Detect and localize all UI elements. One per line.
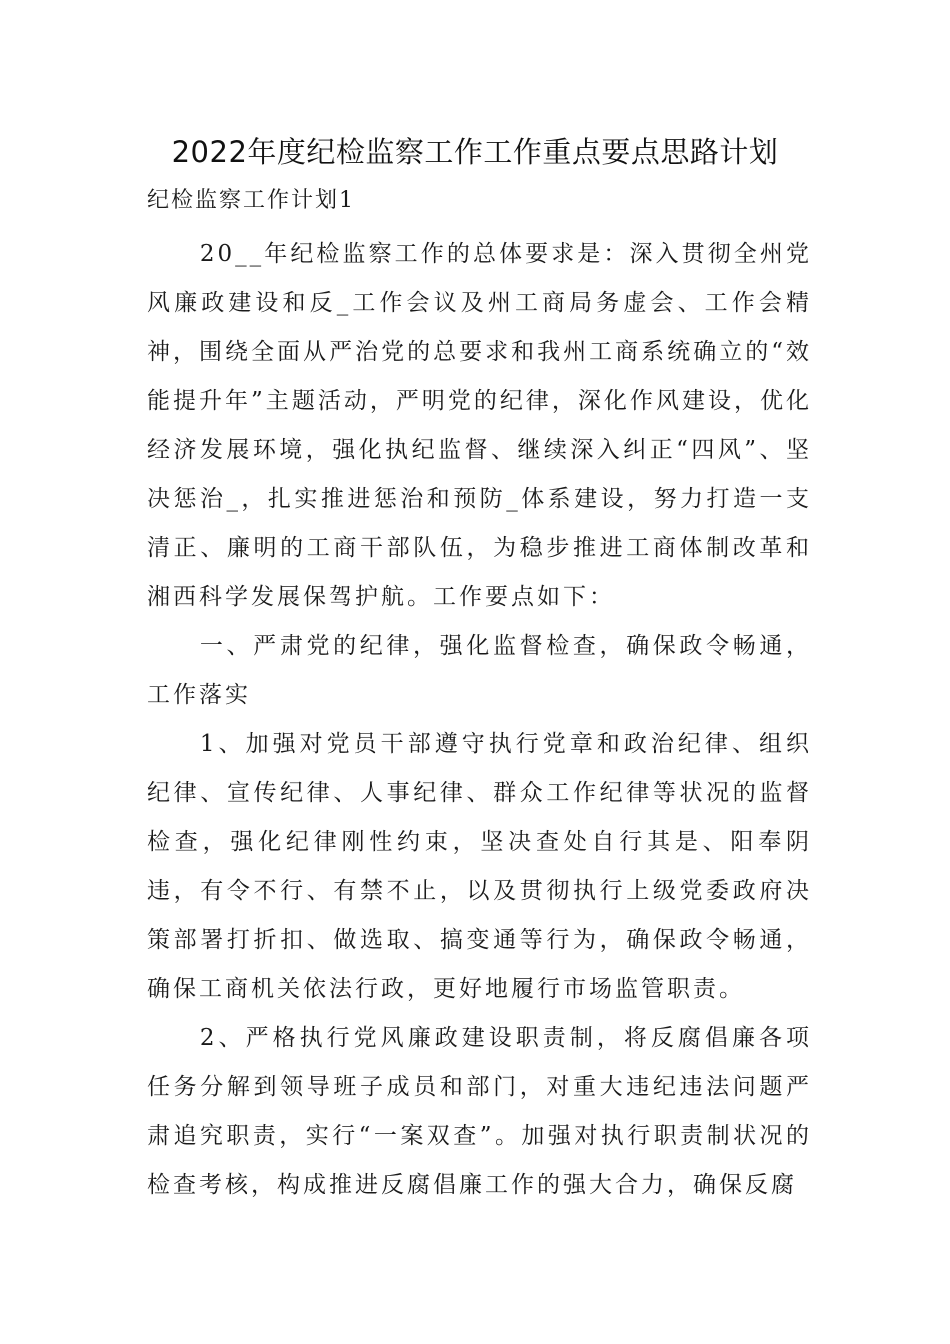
paragraph-intro: 20__年纪检监察工作的总体要求是：深入贯彻全州党风廉政建设和反_工作会议及州工商局务虚会、工作会精神，围绕全面从严治党的总要求和我州工商系统确立的“效能提升年”主题活动，严明党的纪律，深化作风建设，优化经济发展环境，强化执纪监督、继续深入纠正“四风”、坚决惩治_，扎实推进惩治和预防_体系建设，努力打造一支清正、廉明的工商干部队伍，为稳步推进工商体制改革和湘西科学发展保驾护航。工作要点如下： [147, 241, 812, 610]
paragraph-item-2: 2、严格执行党风廉政建设职责制，将反腐倡廉各项任务分解到领导班子成员和部门，对重大违纪违法问题严肃追究职责，实行“一案双查”。加强对执行职责制状况的检查考核，构成推进反腐倡廉工作的强大合力，确保反腐 [147, 1025, 812, 1198]
document-subtitle: 纪检监察工作计划1 [147, 188, 355, 213]
paragraph-item-1: 1、加强对党员干部遵守执行党章和政治纪律、组织纪律、宣传纪律、人事纪律、群众工作纪律等状况的监督检查，强化纪律刚性约束，坚决查处自行其是、阳奉阴违，有令不行、有禁不止，以及贯彻执行上级党委政府决策部署打折扣、做选取、搞变通等行为，确保政令畅通，确保工商机关依法行政，更好地履行市场监管职责。 [147, 731, 812, 1002]
document-body [147, 230, 812, 1210]
document-title: 2022年度纪检监察工作工作重点要点思路计划 [171, 135, 779, 169]
paragraph-section-heading: 一、严肃党的纪律，强化监督检查，确保政令畅通，工作落实 [147, 633, 812, 708]
